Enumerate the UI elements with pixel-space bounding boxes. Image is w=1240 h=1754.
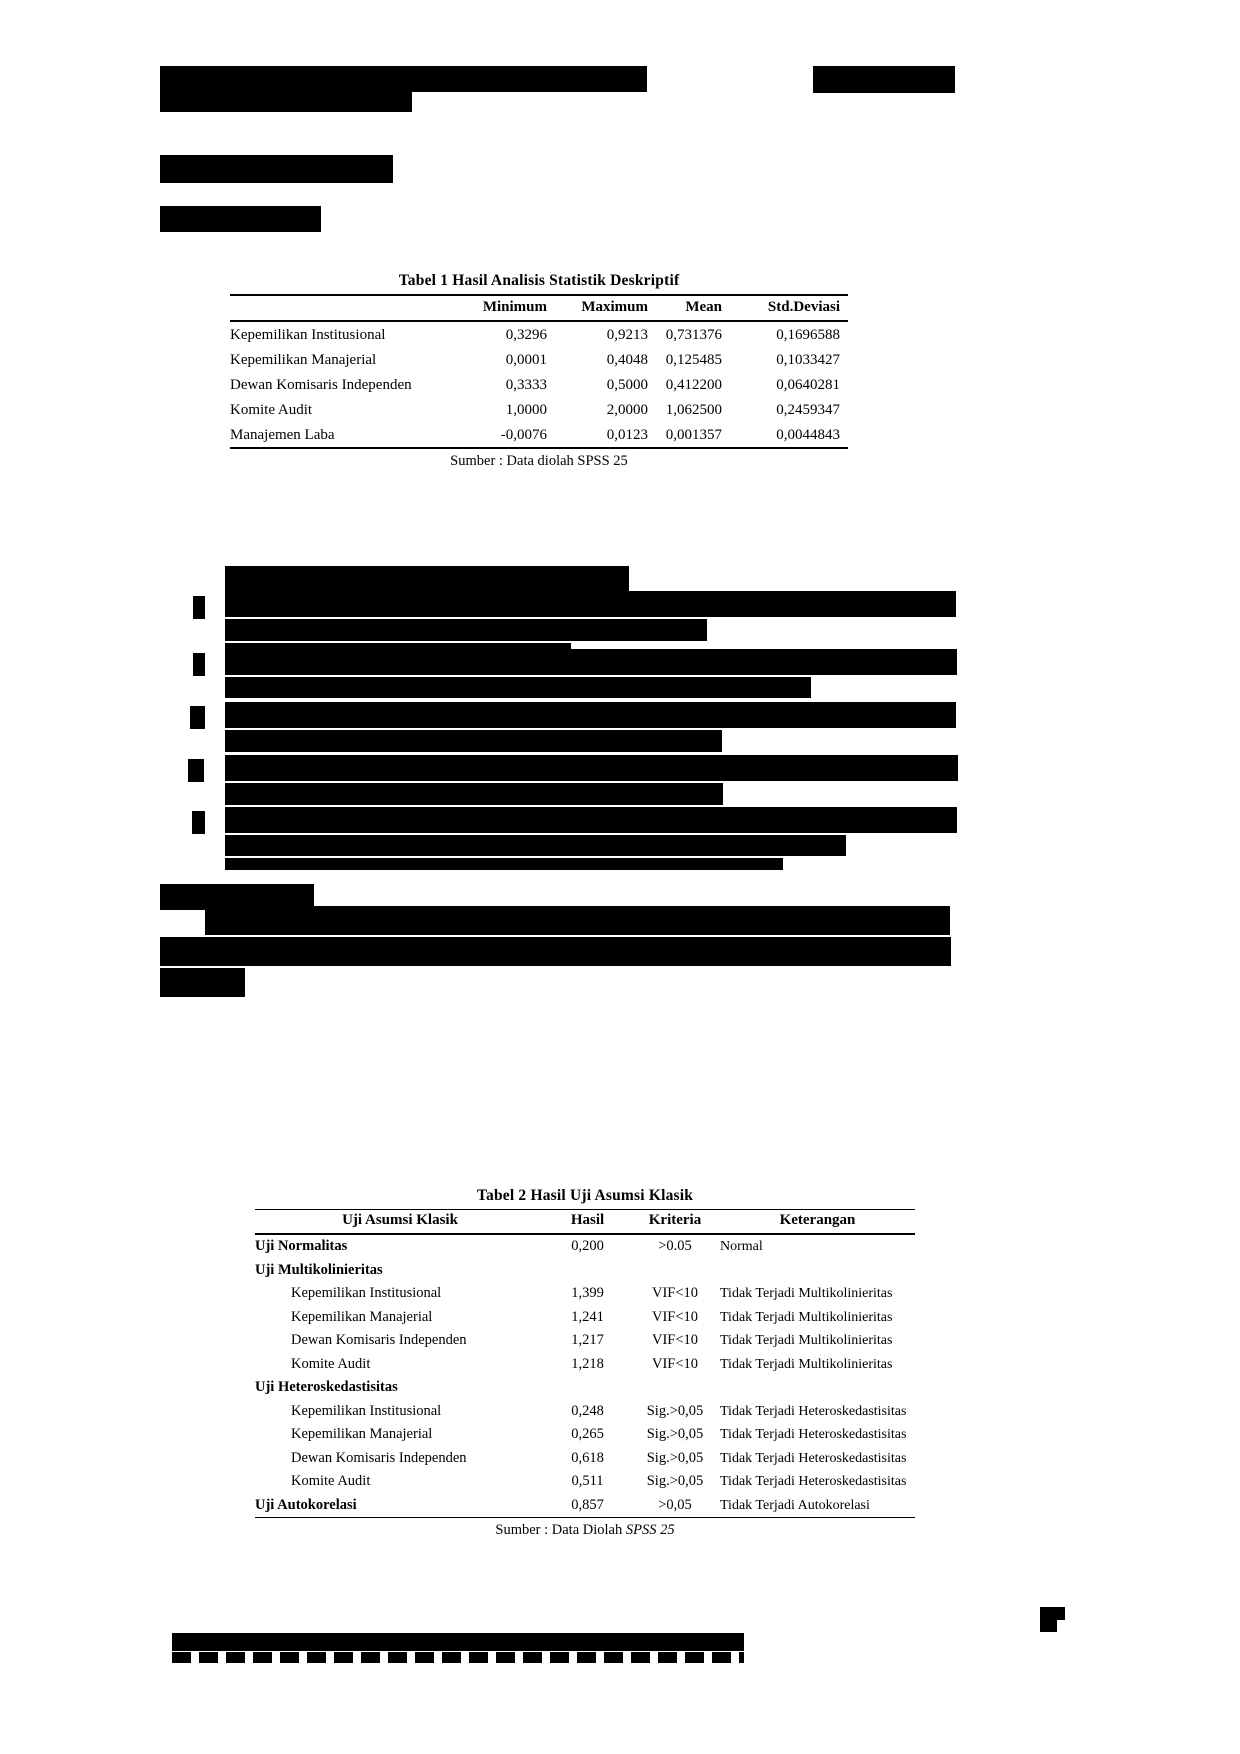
- table2-container: [255, 1186, 915, 1539]
- std-deviation-value: 0,0640281: [776, 376, 840, 393]
- redacted-footer-descenders: [172, 1652, 744, 1663]
- table2-row: [255, 1353, 915, 1377]
- table1-col-maximum: Maximum: [547, 295, 648, 321]
- redacted-list-marker-3: [190, 706, 205, 729]
- redacted-list-item-5-line-3: [225, 858, 783, 870]
- table1-col-label: [230, 295, 430, 321]
- table2-col-kriteria: Kriteria: [630, 1210, 720, 1235]
- redacted-page-number: [1040, 1607, 1065, 1632]
- kriteria-value: >0.05: [658, 1238, 692, 1254]
- table1-col-std: Std.Deviasi: [722, 295, 848, 321]
- table2-source-note: [255, 1521, 915, 1539]
- redacted-list-item-3-line-1: [225, 702, 956, 728]
- table1-body: [230, 321, 848, 448]
- test-label: Komite Audit: [291, 1473, 371, 1489]
- table2-row: [255, 1234, 915, 1259]
- redacted-list-item-5-line-1: [225, 807, 957, 833]
- redacted-list-item-2-line-1: [225, 649, 957, 675]
- kriteria-value: [630, 1259, 720, 1283]
- table2-row: [255, 1282, 915, 1306]
- redacted-paragraph-line-1: [205, 906, 950, 935]
- table1-container: [230, 271, 848, 470]
- redacted-section-heading-1: [160, 155, 393, 183]
- maximum-value: 0,5000: [606, 376, 648, 393]
- redacted-list-item-4-line-2: [225, 783, 723, 805]
- table2-body: [255, 1234, 915, 1518]
- hasil-value: 1,217: [571, 1332, 604, 1348]
- table1-row: [230, 422, 848, 448]
- redacted-list-marker-4: [188, 759, 204, 782]
- kriteria-value: VIF<10: [651, 1285, 699, 1301]
- table2-row: [255, 1306, 915, 1330]
- hasil-value: 1,218: [571, 1355, 604, 1372]
- maximum-value: 0,4048: [606, 351, 648, 368]
- redacted-header-right: [813, 66, 955, 93]
- mean-value: 0,001357: [665, 426, 722, 443]
- keterangan-value: Tidak Terjadi Heteroskedastisitas: [720, 1450, 907, 1466]
- table2-source-prefix: Sumber : Data Diolah: [495, 1522, 626, 1538]
- variable-label: Dewan Komisaris Independen: [230, 376, 412, 393]
- maximum-value: 0,0123: [606, 426, 648, 443]
- keterangan-value: Tidak Terjadi Heteroskedastisitas: [720, 1427, 907, 1442]
- table2-row: [255, 1470, 915, 1494]
- redacted-paragraph-line-3: [160, 968, 245, 997]
- hasil-value: 0,200: [571, 1238, 604, 1254]
- kriteria-value: Sig.>0,05: [646, 1426, 704, 1442]
- redacted-list-item-4-line-1: [225, 755, 958, 781]
- keterangan-value: Tidak Terjadi Multikolinieritas: [720, 1356, 893, 1372]
- minimum-value: -0,0076: [500, 426, 547, 443]
- mean-value: 1,062500: [665, 401, 722, 418]
- table2-row: [255, 1259, 915, 1283]
- redacted-list-item-1-line-1: [225, 591, 956, 617]
- table2-row: [255, 1494, 915, 1518]
- table1-row: [230, 372, 848, 397]
- table2-col-keterangan: Keterangan: [720, 1210, 915, 1235]
- variable-label: Kepemilikan Institusional: [230, 326, 386, 343]
- table2-header-row: [255, 1210, 915, 1235]
- hasil-value: 0,857: [571, 1496, 604, 1513]
- kriteria-value: >0,05: [658, 1496, 692, 1513]
- table2: [255, 1209, 915, 1518]
- table1-row: [230, 347, 848, 372]
- table1-row: [230, 397, 848, 422]
- table2-row: [255, 1447, 915, 1471]
- test-label: Uji Multikolinieritas: [255, 1261, 383, 1278]
- test-label: Uji Normalitas: [255, 1238, 348, 1254]
- maximum-value: 0,9213: [606, 326, 648, 343]
- keterangan-value: Tidak Terjadi Autokorelasi: [720, 1497, 870, 1513]
- minimum-value: 0,3296: [505, 326, 547, 343]
- table1-col-mean: Mean: [648, 295, 722, 321]
- redacted-list-item-5-line-2: [225, 835, 846, 856]
- table1-col-minimum: Minimum: [430, 295, 547, 321]
- test-label: Dewan Komisaris Independen: [291, 1449, 467, 1466]
- keterangan-value: Tidak Terjadi Heteroskedastisitas: [720, 1403, 907, 1419]
- table2-source-software: SPSS 25: [625, 1522, 675, 1538]
- test-label: Kepemilikan Institusional: [291, 1285, 442, 1301]
- keterangan-value: Tidak Terjadi Multikolinieritas: [720, 1309, 893, 1325]
- kriteria-value: [630, 1376, 720, 1400]
- table1: [230, 294, 848, 449]
- test-label: Kepemilikan Manajerial: [291, 1426, 433, 1442]
- variable-label: Komite Audit: [230, 401, 313, 418]
- std-deviation-value: 0,0044843: [776, 426, 840, 443]
- page-number-notch: [1057, 1620, 1065, 1632]
- table2-row: [255, 1423, 915, 1447]
- redacted-list-marker-2: [193, 653, 205, 676]
- hasil-value: [545, 1259, 630, 1283]
- redacted-footer-line: [172, 1633, 744, 1651]
- hasil-value: 0,248: [571, 1402, 604, 1419]
- redacted-paragraph-line-2: [160, 937, 951, 966]
- table2-col-hasil: Hasil: [545, 1210, 630, 1235]
- keterangan-value: Tidak Terjadi Multikolinieritas: [720, 1333, 893, 1348]
- keterangan-value: [720, 1259, 915, 1283]
- table2-title: Tabel 2 Hasil Uji Asumsi Klasik: [476, 1187, 694, 1204]
- hasil-value: [545, 1376, 630, 1400]
- std-deviation-value: 0,2459347: [776, 401, 840, 418]
- kriteria-value: Sig.>0,05: [646, 1402, 704, 1419]
- mean-value: 0,412200: [665, 376, 722, 393]
- hasil-value: 0,265: [571, 1426, 604, 1442]
- table1-title: Tabel 1 Hasil Analisis Statistik Deskriptif: [398, 272, 680, 289]
- keterangan-value: [720, 1376, 915, 1400]
- table1-header-row: [230, 295, 848, 321]
- std-deviation-value: 0,1696588: [776, 326, 840, 343]
- redacted-list-intro: [225, 566, 629, 591]
- hasil-value: 1,241: [571, 1308, 604, 1325]
- keterangan-value: Tidak Terjadi Heteroskedastisitas: [720, 1474, 907, 1489]
- keterangan-value: Normal: [720, 1239, 763, 1254]
- table2-row: [255, 1400, 915, 1424]
- kriteria-value: VIF<10: [651, 1332, 699, 1348]
- hasil-value: 1,399: [571, 1285, 604, 1301]
- minimum-value: 1,0000: [505, 401, 547, 418]
- minimum-value: 0,0001: [505, 351, 547, 368]
- redacted-list-item-1-line-2: [225, 619, 707, 641]
- mean-value: 0,125485: [665, 351, 722, 368]
- table2-col-uji: Uji Asumsi Klasik: [255, 1210, 545, 1235]
- test-label: Uji Autokorelasi: [255, 1496, 357, 1513]
- kriteria-value: Sig.>0,05: [646, 1449, 704, 1466]
- test-label: Dewan Komisaris Independen: [291, 1332, 467, 1348]
- table1-row: [230, 321, 848, 347]
- redacted-list-item-3-line-2: [225, 730, 722, 752]
- test-label: Kepemilikan Manajerial: [291, 1308, 433, 1325]
- kriteria-value: VIF<10: [651, 1355, 699, 1372]
- table1-source-note: Sumber : Data diolah SPSS 25: [450, 453, 628, 469]
- keterangan-value: Tidak Terjadi Multikolinieritas: [720, 1286, 893, 1301]
- variable-label: Kepemilikan Manajerial: [230, 351, 377, 368]
- redacted-header-line-2: [160, 89, 412, 112]
- redacted-list-item-2-line-2: [225, 677, 811, 698]
- redacted-list-marker-5: [192, 811, 205, 834]
- table2-row: [255, 1376, 915, 1400]
- variable-label: Manajemen Laba: [230, 426, 335, 443]
- test-label: Komite Audit: [291, 1355, 371, 1372]
- test-label: Kepemilikan Institusional: [291, 1402, 442, 1419]
- kriteria-value: Sig.>0,05: [646, 1473, 704, 1489]
- test-label: Uji Heteroskedastisitas: [255, 1379, 398, 1395]
- std-deviation-value: 0,1033427: [776, 351, 840, 368]
- table2-row: [255, 1329, 915, 1353]
- kriteria-value: VIF<10: [651, 1308, 699, 1325]
- redacted-section-heading-2: [160, 206, 321, 232]
- hasil-value: 0,618: [571, 1449, 604, 1466]
- hasil-value: 0,511: [571, 1473, 604, 1489]
- maximum-value: 2,0000: [606, 401, 648, 418]
- redacted-list-marker-1: [193, 596, 205, 619]
- mean-value: 0,731376: [665, 326, 722, 343]
- minimum-value: 0,3333: [505, 376, 547, 393]
